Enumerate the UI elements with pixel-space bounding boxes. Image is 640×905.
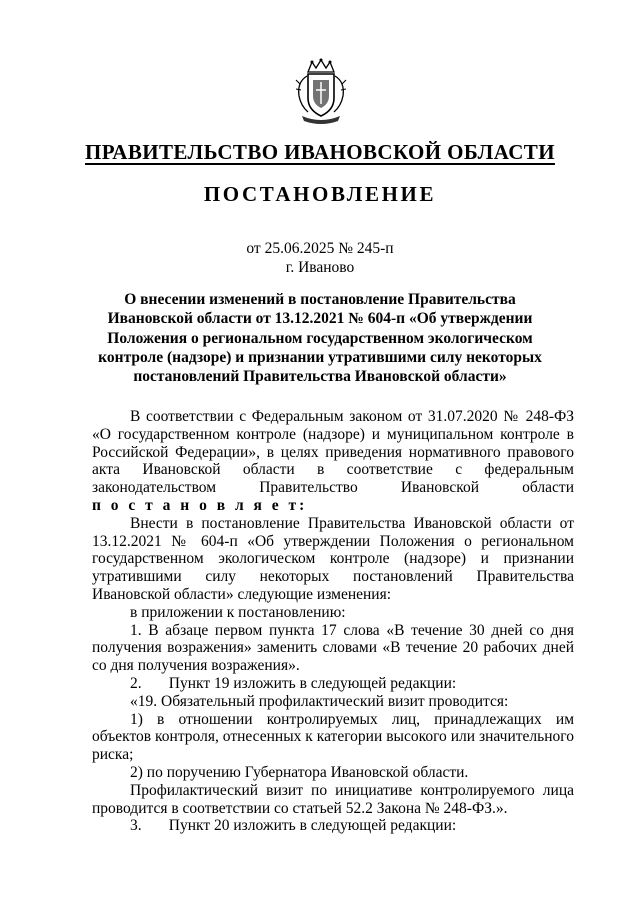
- organization-name-text: ПРАВИТЕЛЬСТВО ИВАНОВСКОЙ ОБЛАСТИ: [85, 140, 555, 164]
- date-block: [0, 239, 640, 277]
- city: г. Иваново: [285, 259, 355, 276]
- decree-word: п о с т а н о в л я е т:: [92, 496, 308, 514]
- paragraph: 2) по поручению Губернатора Ивановской области.: [130, 763, 469, 781]
- paragraph: Внести в постановление Правительства Ивановской области от 13.12.2021 № 604-п «Об утверждении Положения о региональном государственном экологическом контроле (надзоре) и признании утратившими силу некоторых постановлений Правительства Ивановской области» следующие изменения:: [92, 514, 574, 603]
- document-type: ПОСТАНОВЛЕНИЕ: [203, 182, 437, 206]
- document-body: [92, 408, 574, 835]
- preamble-paragraph: В соответствии с Федеральным законом от 31.07.2020 № 248-ФЗ «О государственном контроле (надзоре) и муниципальном контроле в Российской Федерации», в целях приведения нормативного правового акта Ивановской области в соответствие с федеральным законодательством Правительство Ивановской области: [92, 408, 574, 497]
- paragraph: 2. Пункт 19 изложить в следующей редакции:: [130, 674, 457, 692]
- coat-of-arms-icon: [294, 58, 348, 126]
- paragraph: «19. Обязательный профилактический визит проводится:: [130, 692, 509, 710]
- paragraph: 3. Пункт 20 изложить в следующей редакции:: [130, 817, 457, 835]
- title-line: Ивановской области от 13.12.2021 № 604-п «Об утверждении: [107, 310, 533, 328]
- paragraph: 1. В абзаце первом пункта 17 слова «В течение 30 дней со дня получения возражения» заменить словами «В течение 20 рабочих дней со дня получения возражения».: [92, 621, 574, 675]
- organization-name: [0, 140, 640, 165]
- date-number: от 25.06.2025 № 245-п: [246, 240, 394, 257]
- document-title: [92, 290, 548, 386]
- title-line: О внесении изменений в постановление Правительства: [124, 291, 516, 308]
- paragraph: в приложении к постановлению:: [130, 603, 346, 621]
- title-line: Положения о региональном государственном экологическом: [107, 329, 533, 347]
- title-line: постановлений Правительства Ивановской области»: [133, 368, 507, 386]
- paragraph: 1) в отношении контролируемых лиц, принадлежащих им объектов контроля, отнесенных к категории высокого или значительного риска;: [92, 710, 574, 764]
- paragraph: Профилактический визит по инициативе контролируемого лица проводится в соответствии со статьей 52.2 Закона № 248-ФЗ.».: [92, 781, 574, 817]
- title-line: контроле (надзоре) и признании утратившими силу некоторых: [98, 348, 542, 366]
